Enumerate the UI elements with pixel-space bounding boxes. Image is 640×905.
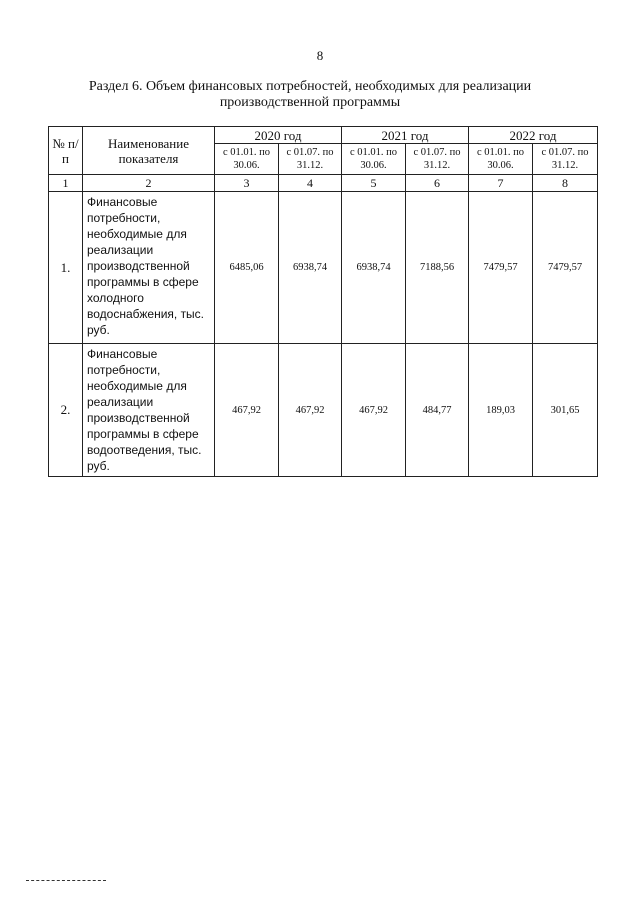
value-2022-h1: 189,03 xyxy=(469,344,533,477)
column-index-1: 1 xyxy=(49,175,83,192)
value-2021-h1: 6938,74 xyxy=(342,192,406,344)
header-period-2020-h2: с 01.07. по 31.12. xyxy=(279,144,342,175)
value-2020-h2: 6938,74 xyxy=(279,192,342,344)
header-year-2021: 2021 год xyxy=(342,127,469,144)
column-index-7: 7 xyxy=(469,175,533,192)
column-index-6: 6 xyxy=(406,175,469,192)
footer-divider xyxy=(26,880,106,881)
header-period-2021-h2: с 01.07. по 31.12. xyxy=(406,144,469,175)
page-number: 8 xyxy=(316,48,324,63)
column-index-3: 3 xyxy=(215,175,279,192)
value-2022-h1: 7479,57 xyxy=(469,192,533,344)
value-2022-h2: 7479,57 xyxy=(533,192,598,344)
section-title-line-1: Раздел 6. Объем финансовых потребностей, необходимых для реализации xyxy=(88,79,532,94)
value-2021-h2: 484,77 xyxy=(406,344,469,477)
value-2021-h2: 7188,56 xyxy=(406,192,469,344)
value-2020-h1: 467,92 xyxy=(215,344,279,477)
section-title-line-2: производственной программы xyxy=(219,95,401,110)
column-index-2: 2 xyxy=(83,175,215,192)
financial-needs-table xyxy=(48,126,598,477)
header-name: Наименование показателя xyxy=(83,127,215,175)
value-2022-h2: 301,65 xyxy=(533,344,598,477)
row-number: 1. xyxy=(49,192,83,344)
header-period-2021-h1: с 01.01. по 30.06. xyxy=(342,144,406,175)
row-indicator-name: Финансовые потребности, необходимые для реализации производственной программы в сфере водоотведения, тыс. руб. xyxy=(83,344,215,477)
row-number: 2. xyxy=(49,344,83,477)
header-row-years xyxy=(49,127,598,144)
row-indicator-name: Финансовые потребности, необходимые для реализации производственной программы в сфере холодного водоснабжения, тыс. руб. xyxy=(83,192,215,344)
header-period-2022-h2: с 01.07. по 31.12. xyxy=(533,144,598,175)
column-index-8: 8 xyxy=(533,175,598,192)
header-year-2020: 2020 год xyxy=(215,127,342,144)
header-period-2022-h1: с 01.01. по 30.06. xyxy=(469,144,533,175)
header-period-2020-h1: с 01.01. по 30.06. xyxy=(215,144,279,175)
header-year-2022: 2022 год xyxy=(469,127,598,144)
value-2020-h1: 6485,06 xyxy=(215,192,279,344)
header-row-index xyxy=(49,175,598,192)
table-row xyxy=(49,344,598,477)
value-2021-h1: 467,92 xyxy=(342,344,406,477)
column-index-4: 4 xyxy=(279,175,342,192)
header-num: № п/п xyxy=(49,127,83,175)
value-2020-h2: 467,92 xyxy=(279,344,342,477)
table-row xyxy=(49,192,598,344)
section-title xyxy=(60,79,560,111)
column-index-5: 5 xyxy=(342,175,406,192)
